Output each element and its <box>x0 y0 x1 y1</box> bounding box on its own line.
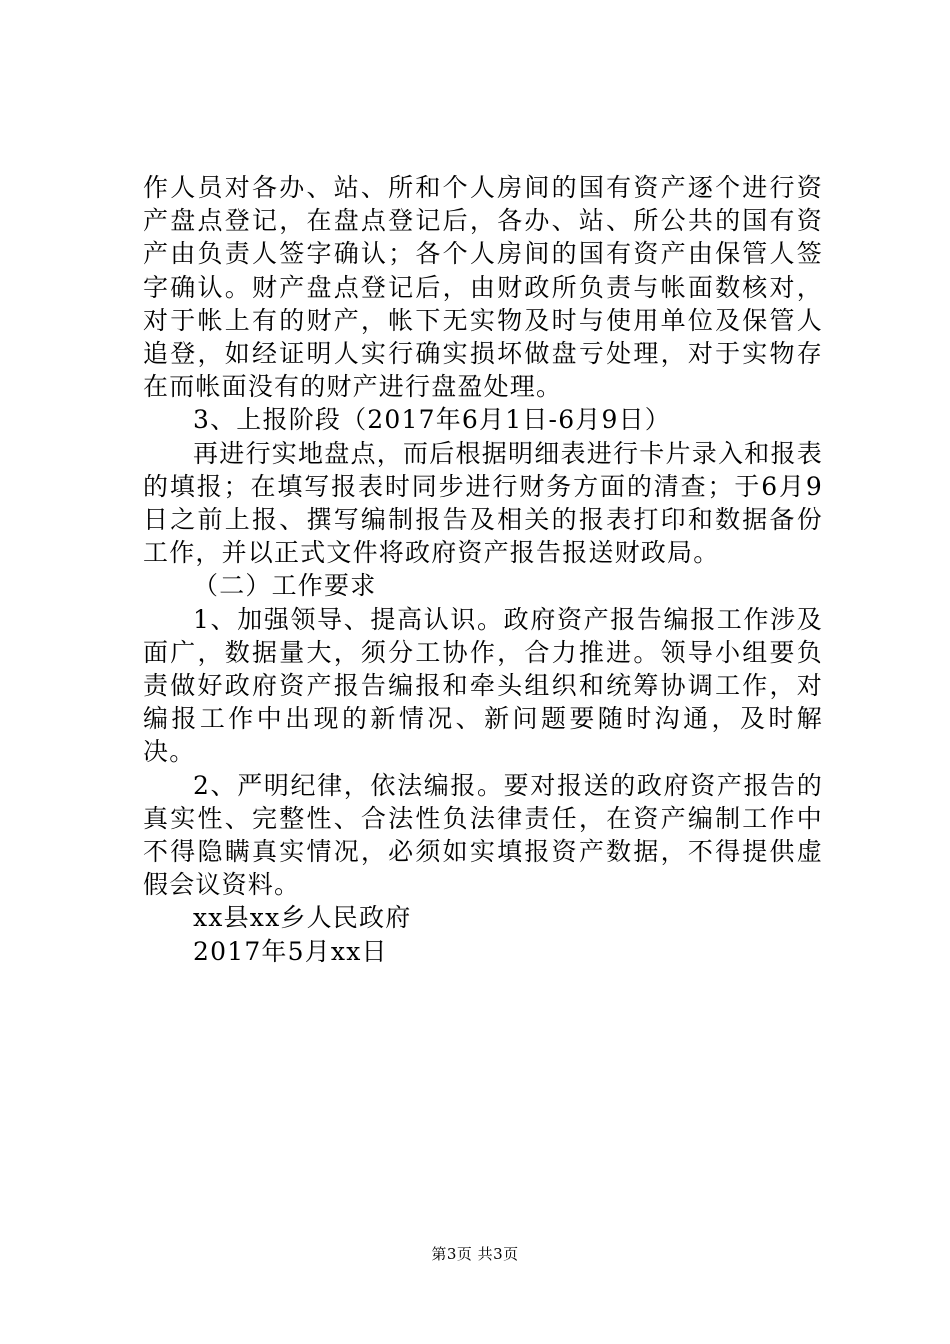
paragraph-requirement-discipline: 2、严明纪律，依法编报。要对报送的政府资产报告的真实性、完整性、合法性负法律责任，在资产编制工作中不得隐瞒真实情况，必须如实填报资产数据，不得提供虚假会议资料。 <box>143 770 823 900</box>
paragraph-reporting-stage: 再进行实地盘点，而后根据明细表进行卡片录入和报表的填报；在填写报表时同步进行财务方面的清查；于6月9日之前上报、撰写编制报告及相关的报表打印和数据备份工作，并以正式文件将政府资产报告报送财政局。 <box>143 438 823 568</box>
paragraph-asset-inventory-continued: 作人员对各办、站、所和个人房间的国有资产逐个进行资产盘点登记，在盘点登记后，各办、站、所公共的国有资产由负责人签字确认；各个人房间的国有资产由保管人签字确认。财产盘点登记后，由财政所负责与帐面数核对，对于帐上有的财产，帐下无实物及时与使用单位及保管人追登，如经证明人实行确实损坏做盘亏处理，对于实物存在而帐面没有的财产进行盘盈处理。 <box>143 173 823 402</box>
page-number-indicator: 第3页 共3页 <box>431 1245 519 1263</box>
page-footer <box>0 1243 950 1264</box>
document-body <box>143 171 823 968</box>
signature-date: 2017年5月xx日 <box>193 936 388 966</box>
signature-issuer: xx县xx乡人民政府 <box>193 903 412 933</box>
heading-reporting-stage: 3、上报阶段（2017年6月1日-6月9日） <box>193 405 672 435</box>
paragraph-requirement-leadership: 1、加强领导、提高认识。政府资产报告编报工作涉及面广，数据量大，须分工协作，合力推进。领导小组要负责做好政府资产报告编报和牵头组织和统筹协调工作，对编报工作中出现的新情况、新问题要随时沟通，及时解决。 <box>143 604 823 767</box>
heading-work-requirements: （二）工作要求 <box>193 571 377 601</box>
